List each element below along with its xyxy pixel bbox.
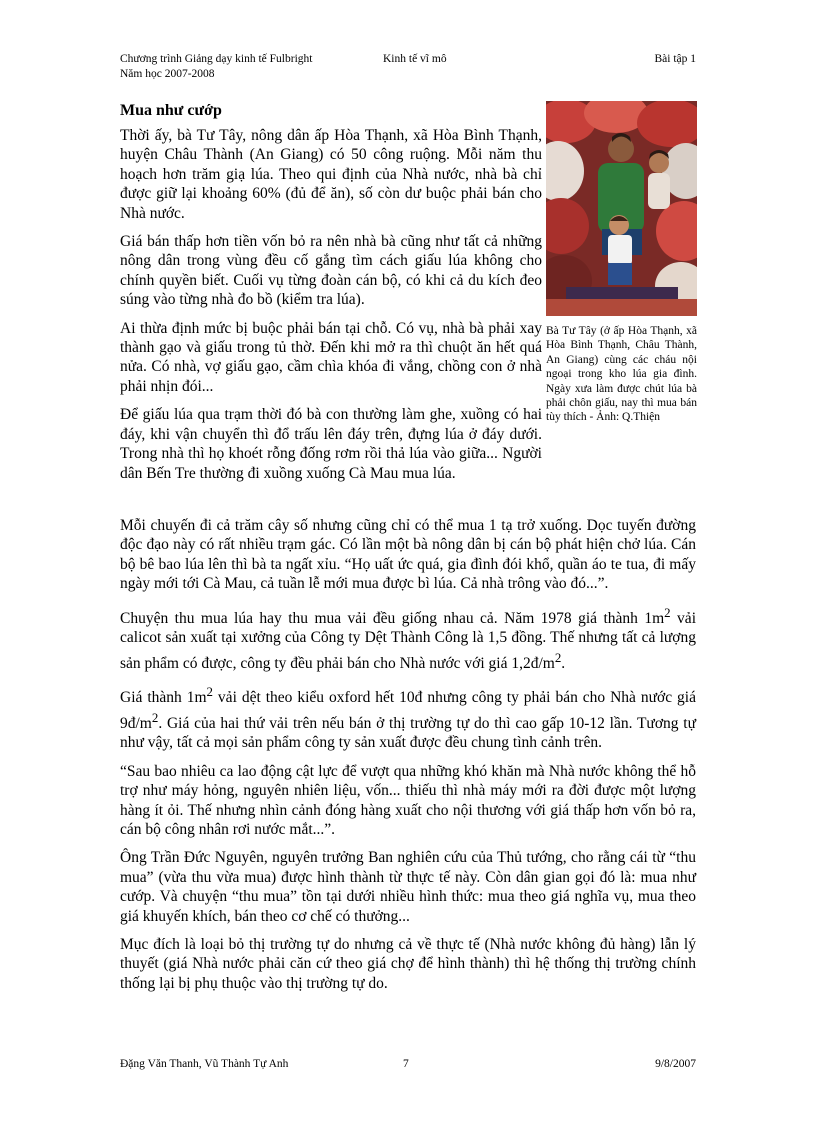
full-width-text-column [120,516,696,1002]
paragraph-3: Ai thừa định mức bị buộc phải bán tại chỗ. Có vụ, nhà bà phải xay thành gạo và giấu trong tủ thờ. Đến khi mở ra thì chuột ăn hết quá nửa. Có nhà, vợ giấu gạo, cầm chìa khóa đi vắng, chồng con ở nhà phải nhịn đói... [120,319,542,395]
exercise-label: Bài tập 1 [654,53,696,65]
paragraph-7-part-c: . Giá của hai thứ vải trên nếu bán ở thị trường tự do thì cao gấp 10-12 lần. Tương tự như vậy, tất cả mọi sản phẩm công ty sản xuất được đều chung tình cảnh trên. [120,714,696,752]
superscript-m2: 2 [664,604,671,620]
page-number: 7 [403,1058,409,1070]
paragraph-2: Giá bán thấp hơn tiền vốn bỏ ra nên nhà bà cũng như tất cả những nông dân trong vùng đều cố gắng tìm cách giấu lúa không cho chính quyền biết. Cuối vụ từng đoàn cán bộ, có khi cả du kích đeo súng vào từng nhà đo bồ (kiểm tra lúa). [120,233,542,309]
footer-date: 9/8/2007 [655,1058,696,1070]
photo-caption: Bà Tư Tây (ở ấp Hòa Thạnh, xã Hòa Bình Thạnh, Châu Thành, An Giang) cùng các cháu nội ngoại trong kho lúa gia đình. Ngày xưa làm được chút lúa bà phải chôn giấu, nay thì mua bán tùy thích - Ảnh: Q.Thiện [546,325,697,424]
paragraph-9: Ông Trần Đức Nguyên, nguyên trưởng Ban nghiên cứu của Thủ tướng, cho rằng cái từ “thu mua” (vừa thu vừa mua) được hình thành từ thực tế này. Còn dân gian gọi đó là: mua như cướp. Và chuyện “thu mua” tồn tại dưới nhiều hình thức: mua theo giá nghĩa vụ, mua theo giá khuyến khích, bán theo cơ chế có thưởng... [120,849,696,925]
superscript-m2: 2 [554,649,562,665]
program-name: Chương trình Giảng dạy kinh tế Fulbright [120,53,313,65]
superscript-m2: 2 [206,684,213,700]
subject-name: Kinh tế vĩ mô [383,53,447,65]
header-left [120,52,360,82]
paragraph-6 [120,603,696,674]
paragraph-6-part-b: vải calicot sản xuất tại xưởng của Công ty Dệt Thành Công là 1,5 đồng. Thế nhưng tất cả lượng sản phẩm có được, công ty đều phải bán cho Nhà nước với giá 1,2đ/m [120,609,696,672]
paragraph-6-part-c: . [561,654,566,672]
paragraph-5: Mỗi chuyến đi cả trăm cây số nhưng cũng chỉ có thể mua 1 tạ trở xuống. Dọc tuyến đường độc đạo này có rất nhiều trạm gác. Có lần một bà nông dân bị cán bộ phát hiện chở lúa. Cán bộ bê bao lúa lên thì bà ta ngất xỉu. “Họ uất ức quá, gia đình đói khổ, quần áo te tua, đi mấy ngày mới tới Cà Mau, cả tuần lễ mới mua được bì lúa. Cả nhà trông vào đó...”. [120,517,696,593]
footer-authors: Đặng Văn Thanh, Vũ Thành Tự Anh [120,1058,289,1070]
paragraph-1: Thời ấy, bà Tư Tây, nông dân ấp Hòa Thạnh, xã Hòa Bình Thạnh, huyện Châu Thành (An Giang) có 50 công ruộng. Mỗi năm thu hoạch hơn trăm giạ lúa. Theo qui định của Nhà nước, nhà bà chỉ được giữ lại khoảng 60% (đủ để ăn), số còn dư buộc phải bán cho Nhà nước. [120,127,542,222]
paragraph-4: Để giấu lúa qua trạm thời đó bà con thường làm ghe, xuồng có hai đáy, khi vận chuyển thì đổ trấu lên đáy trên, đựng lúa ở đáy dưới. Trong nhà thì họ khoét rỗng đống rơm rồi thả lúa vào giữa... Người dân Bến Tre thường đi xuồng xuống Cà Mau mua lúa. [120,406,542,482]
photo-illustration [546,101,697,316]
paragraph-10: Mục đích là loại bỏ thị trường tự do nhưng cả về thực tế (Nhà nước không đủ hàng) lẫn lý thuyết (giá Nhà nước phải căn cứ theo giá chợ để hình thành) thì hệ thống thị trường chính thống lại bị phụ thuộc vào thị trường tự do. [120,935,696,992]
family-photo [546,101,697,316]
article-title: Mua như cướp [120,102,222,119]
paragraph-7-part-b: vải dệt theo kiểu oxford hết 10đ nhưng công ty phải bán cho Nhà nước giá 9đ/m [120,689,696,732]
paragraph-6-part-a: Chuyện thu mua lúa hay thu mua vải đều giống nhau cả. Năm 1978 giá thành 1m [120,609,665,627]
wrapped-text-column [120,126,542,492]
academic-year: Năm học 2007-2008 [120,68,215,80]
paragraph-7 [120,682,696,753]
paragraph-8: “Sau bao nhiêu ca lao động cật lực để vượt qua những khó khăn mà Nhà nước không thể hỗ trợ như máy hỏng, nguyên nhiên liệu, vốn... thiếu thì nhà máy mới ra đời được một lượng hàng ít ỏi. Thế nhưng nhìn cảnh đóng hàng xuất cho nội thương với giá thấp hơn vốn bỏ ra, cán bộ công nhân rơi nước mắt...”. [120,762,696,838]
paragraph-7-part-a: Giá thành 1m [120,689,207,707]
superscript-m2: 2 [151,709,159,725]
